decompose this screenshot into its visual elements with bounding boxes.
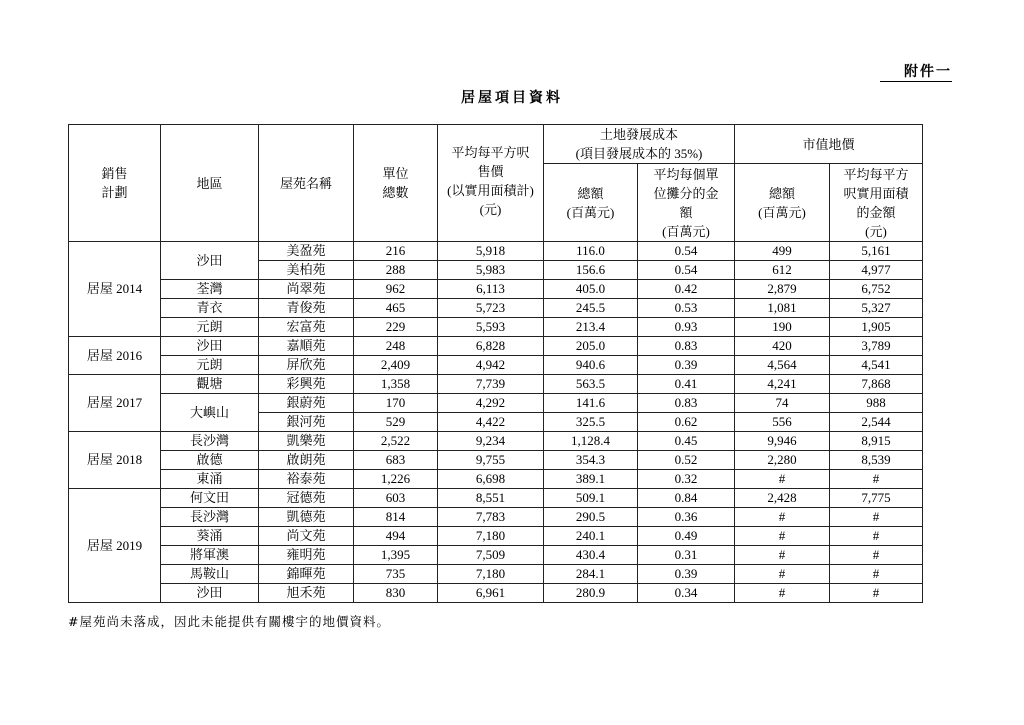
table-row [69,337,923,356]
ml-per-sqft-cell: 8,915 [830,432,923,451]
ldc-total-cell: 284.1 [544,565,638,584]
ml-total-cell: 499 [735,242,830,261]
avg-price-cell: 7,739 [438,375,544,394]
header-sale-plan: 銷售 計劃 [69,125,161,242]
ml-per-sqft-cell: 8,539 [830,451,923,470]
header-ldc-per-unit: 平均每個單 位攤分的金 額 (百萬元) [638,164,735,242]
units-cell: 735 [354,565,438,584]
units-cell: 603 [354,489,438,508]
avg-price-cell: 4,942 [438,356,544,375]
table-row [69,394,923,413]
avg-price-cell: 6,113 [438,280,544,299]
table-row [69,489,923,508]
district-cell: 馬鞍山 [161,565,259,584]
ml-total-cell: 2,879 [735,280,830,299]
avg-price-cell: 5,593 [438,318,544,337]
header-market-land: 市值地價 [735,125,923,164]
ml-per-sqft-cell: # [830,584,923,603]
ldc-total-cell: 156.6 [544,261,638,280]
ml-total-cell: 612 [735,261,830,280]
table-row [69,470,923,489]
avg-price-cell: 4,422 [438,413,544,432]
ldc-per-unit-cell: 0.39 [638,565,735,584]
ml-total-cell: 9,946 [735,432,830,451]
ldc-per-unit-cell: 0.45 [638,432,735,451]
header-ldc-total: 總額 (百萬元) [544,164,638,242]
ml-total-cell: 1,081 [735,299,830,318]
court-cell: 青俊苑 [259,299,354,318]
table-row [69,565,923,584]
ldc-per-unit-cell: 0.54 [638,242,735,261]
table-row [69,299,923,318]
footnote: #屋苑尚未落成，因此未能提供有關樓宇的地價資料。 [68,614,390,629]
court-cell: 宏富苑 [259,318,354,337]
ldc-total-cell: 563.5 [544,375,638,394]
units-cell: 814 [354,508,438,527]
ml-total-cell: 556 [735,413,830,432]
ldc-total-cell: 116.0 [544,242,638,261]
ldc-per-unit-cell: 0.41 [638,375,735,394]
ldc-total-cell: 240.1 [544,527,638,546]
ldc-per-unit-cell: 0.39 [638,356,735,375]
ml-per-sqft-cell: 2,544 [830,413,923,432]
district-cell: 大嶼山 [161,394,259,432]
ml-total-cell: # [735,584,830,603]
avg-price-cell: 6,961 [438,584,544,603]
district-cell: 長沙灣 [161,508,259,527]
table-row [69,242,923,261]
avg-price-cell: 6,698 [438,470,544,489]
ldc-per-unit-cell: 0.83 [638,394,735,413]
avg-price-cell: 5,983 [438,261,544,280]
district-cell: 元朗 [161,356,259,375]
units-cell: 1,226 [354,470,438,489]
avg-price-cell: 7,180 [438,565,544,584]
ldc-total-cell: 389.1 [544,470,638,489]
header-district: 地區 [161,125,259,242]
ml-total-cell: # [735,470,830,489]
sale-plan-cell: 居屋 2018 [69,432,161,489]
hos-project-table [68,124,923,603]
court-cell: 彩興苑 [259,375,354,394]
header-court: 屋苑名稱 [259,125,354,242]
court-cell: 美盈苑 [259,242,354,261]
court-cell: 銀河苑 [259,413,354,432]
table-row [69,584,923,603]
annex-label: 附件一 [880,64,952,82]
units-cell: 465 [354,299,438,318]
table-row [69,508,923,527]
ldc-total-cell: 509.1 [544,489,638,508]
ldc-per-unit-cell: 0.83 [638,337,735,356]
ml-per-sqft-cell: 3,789 [830,337,923,356]
ldc-total-cell: 141.6 [544,394,638,413]
court-cell: 尚文苑 [259,527,354,546]
ldc-total-cell: 213.4 [544,318,638,337]
avg-price-cell: 4,292 [438,394,544,413]
ldc-total-cell: 290.5 [544,508,638,527]
ldc-per-unit-cell: 0.54 [638,261,735,280]
court-cell: 屏欣苑 [259,356,354,375]
ldc-per-unit-cell: 0.52 [638,451,735,470]
ml-per-sqft-cell: 4,977 [830,261,923,280]
ldc-per-unit-cell: 0.84 [638,489,735,508]
table-row [69,546,923,565]
sale-plan-cell: 居屋 2016 [69,337,161,375]
ml-per-sqft-cell: # [830,527,923,546]
ldc-total-cell: 205.0 [544,337,638,356]
ldc-per-unit-cell: 0.49 [638,527,735,546]
ldc-per-unit-cell: 0.42 [638,280,735,299]
header-units: 單位 總數 [354,125,438,242]
court-cell: 雍明苑 [259,546,354,565]
sale-plan-cell: 居屋 2017 [69,375,161,432]
district-cell: 觀塘 [161,375,259,394]
units-cell: 1,395 [354,546,438,565]
court-cell: 旭禾苑 [259,584,354,603]
court-cell: 錦暉苑 [259,565,354,584]
units-cell: 229 [354,318,438,337]
table-body [69,242,923,603]
units-cell: 683 [354,451,438,470]
units-cell: 529 [354,413,438,432]
units-cell: 494 [354,527,438,546]
ml-total-cell: 420 [735,337,830,356]
ldc-total-cell: 1,128.4 [544,432,638,451]
district-cell: 東涌 [161,470,259,489]
ml-per-sqft-cell: 1,905 [830,318,923,337]
units-cell: 288 [354,261,438,280]
units-cell: 248 [354,337,438,356]
units-cell: 830 [354,584,438,603]
ldc-total-cell: 354.3 [544,451,638,470]
avg-price-cell: 7,180 [438,527,544,546]
header-ml-total: 總額 (百萬元) [735,164,830,242]
sale-plan-cell: 居屋 2014 [69,242,161,337]
ml-per-sqft-cell: 5,161 [830,242,923,261]
ml-per-sqft-cell: 7,775 [830,489,923,508]
ml-total-cell: 2,280 [735,451,830,470]
header-land-dev-cost: 土地發展成本 (項目發展成本的 35%) [544,125,735,164]
district-cell: 荃灣 [161,280,259,299]
ml-per-sqft-cell: 988 [830,394,923,413]
units-cell: 1,358 [354,375,438,394]
ldc-total-cell: 405.0 [544,280,638,299]
units-cell: 216 [354,242,438,261]
district-cell: 葵涌 [161,527,259,546]
ml-per-sqft-cell: # [830,508,923,527]
ml-per-sqft-cell: # [830,565,923,584]
court-cell: 嘉順苑 [259,337,354,356]
ldc-per-unit-cell: 0.34 [638,584,735,603]
district-cell: 沙田 [161,584,259,603]
ml-per-sqft-cell: 6,752 [830,280,923,299]
ldc-per-unit-cell: 0.31 [638,546,735,565]
table-row [69,527,923,546]
court-cell: 啟朗苑 [259,451,354,470]
ldc-total-cell: 245.5 [544,299,638,318]
ldc-per-unit-cell: 0.53 [638,299,735,318]
ldc-total-cell: 430.4 [544,546,638,565]
court-cell: 美柏苑 [259,261,354,280]
district-cell: 長沙灣 [161,432,259,451]
table-row [69,432,923,451]
ml-per-sqft-cell: # [830,546,923,565]
ml-total-cell: 4,241 [735,375,830,394]
avg-price-cell: 6,828 [438,337,544,356]
table-row [69,356,923,375]
ml-total-cell: 2,428 [735,489,830,508]
district-cell: 何文田 [161,489,259,508]
ldc-per-unit-cell: 0.32 [638,470,735,489]
ldc-per-unit-cell: 0.62 [638,413,735,432]
ldc-total-cell: 280.9 [544,584,638,603]
ldc-per-unit-cell: 0.93 [638,318,735,337]
ml-per-sqft-cell: 7,868 [830,375,923,394]
table-row [69,318,923,337]
ml-total-cell: 74 [735,394,830,413]
ml-total-cell: # [735,508,830,527]
table-row [69,375,923,394]
ldc-total-cell: 325.5 [544,413,638,432]
ldc-total-cell: 940.6 [544,356,638,375]
court-cell: 凱德苑 [259,508,354,527]
district-cell: 元朗 [161,318,259,337]
court-cell: 冠德苑 [259,489,354,508]
units-cell: 2,522 [354,432,438,451]
ml-per-sqft-cell: # [830,470,923,489]
district-cell: 將軍澳 [161,546,259,565]
avg-price-cell: 7,509 [438,546,544,565]
avg-price-cell: 7,783 [438,508,544,527]
units-cell: 2,409 [354,356,438,375]
district-cell: 沙田 [161,242,259,280]
ml-total-cell: # [735,565,830,584]
ml-per-sqft-cell: 5,327 [830,299,923,318]
district-cell: 青衣 [161,299,259,318]
ml-total-cell: # [735,527,830,546]
ldc-per-unit-cell: 0.36 [638,508,735,527]
avg-price-cell: 5,918 [438,242,544,261]
avg-price-cell: 9,755 [438,451,544,470]
ml-total-cell: 190 [735,318,830,337]
header-avg-price: 平均每平方呎 售價 (以實用面積計) (元) [438,125,544,242]
document-title: 居屋項目資料 [461,90,563,106]
district-cell: 沙田 [161,337,259,356]
units-cell: 170 [354,394,438,413]
court-cell: 銀蔚苑 [259,394,354,413]
table-row [69,451,923,470]
district-cell: 啟德 [161,451,259,470]
avg-price-cell: 9,234 [438,432,544,451]
court-cell: 凱樂苑 [259,432,354,451]
court-cell: 裕泰苑 [259,470,354,489]
sale-plan-cell: 居屋 2019 [69,489,161,603]
header-ml-per-sqft: 平均每平方 呎實用面積 的金額 (元) [830,164,923,242]
avg-price-cell: 8,551 [438,489,544,508]
table-row [69,280,923,299]
avg-price-cell: 5,723 [438,299,544,318]
court-cell: 尚翠苑 [259,280,354,299]
ml-per-sqft-cell: 4,541 [830,356,923,375]
ml-total-cell: # [735,546,830,565]
units-cell: 962 [354,280,438,299]
ml-total-cell: 4,564 [735,356,830,375]
